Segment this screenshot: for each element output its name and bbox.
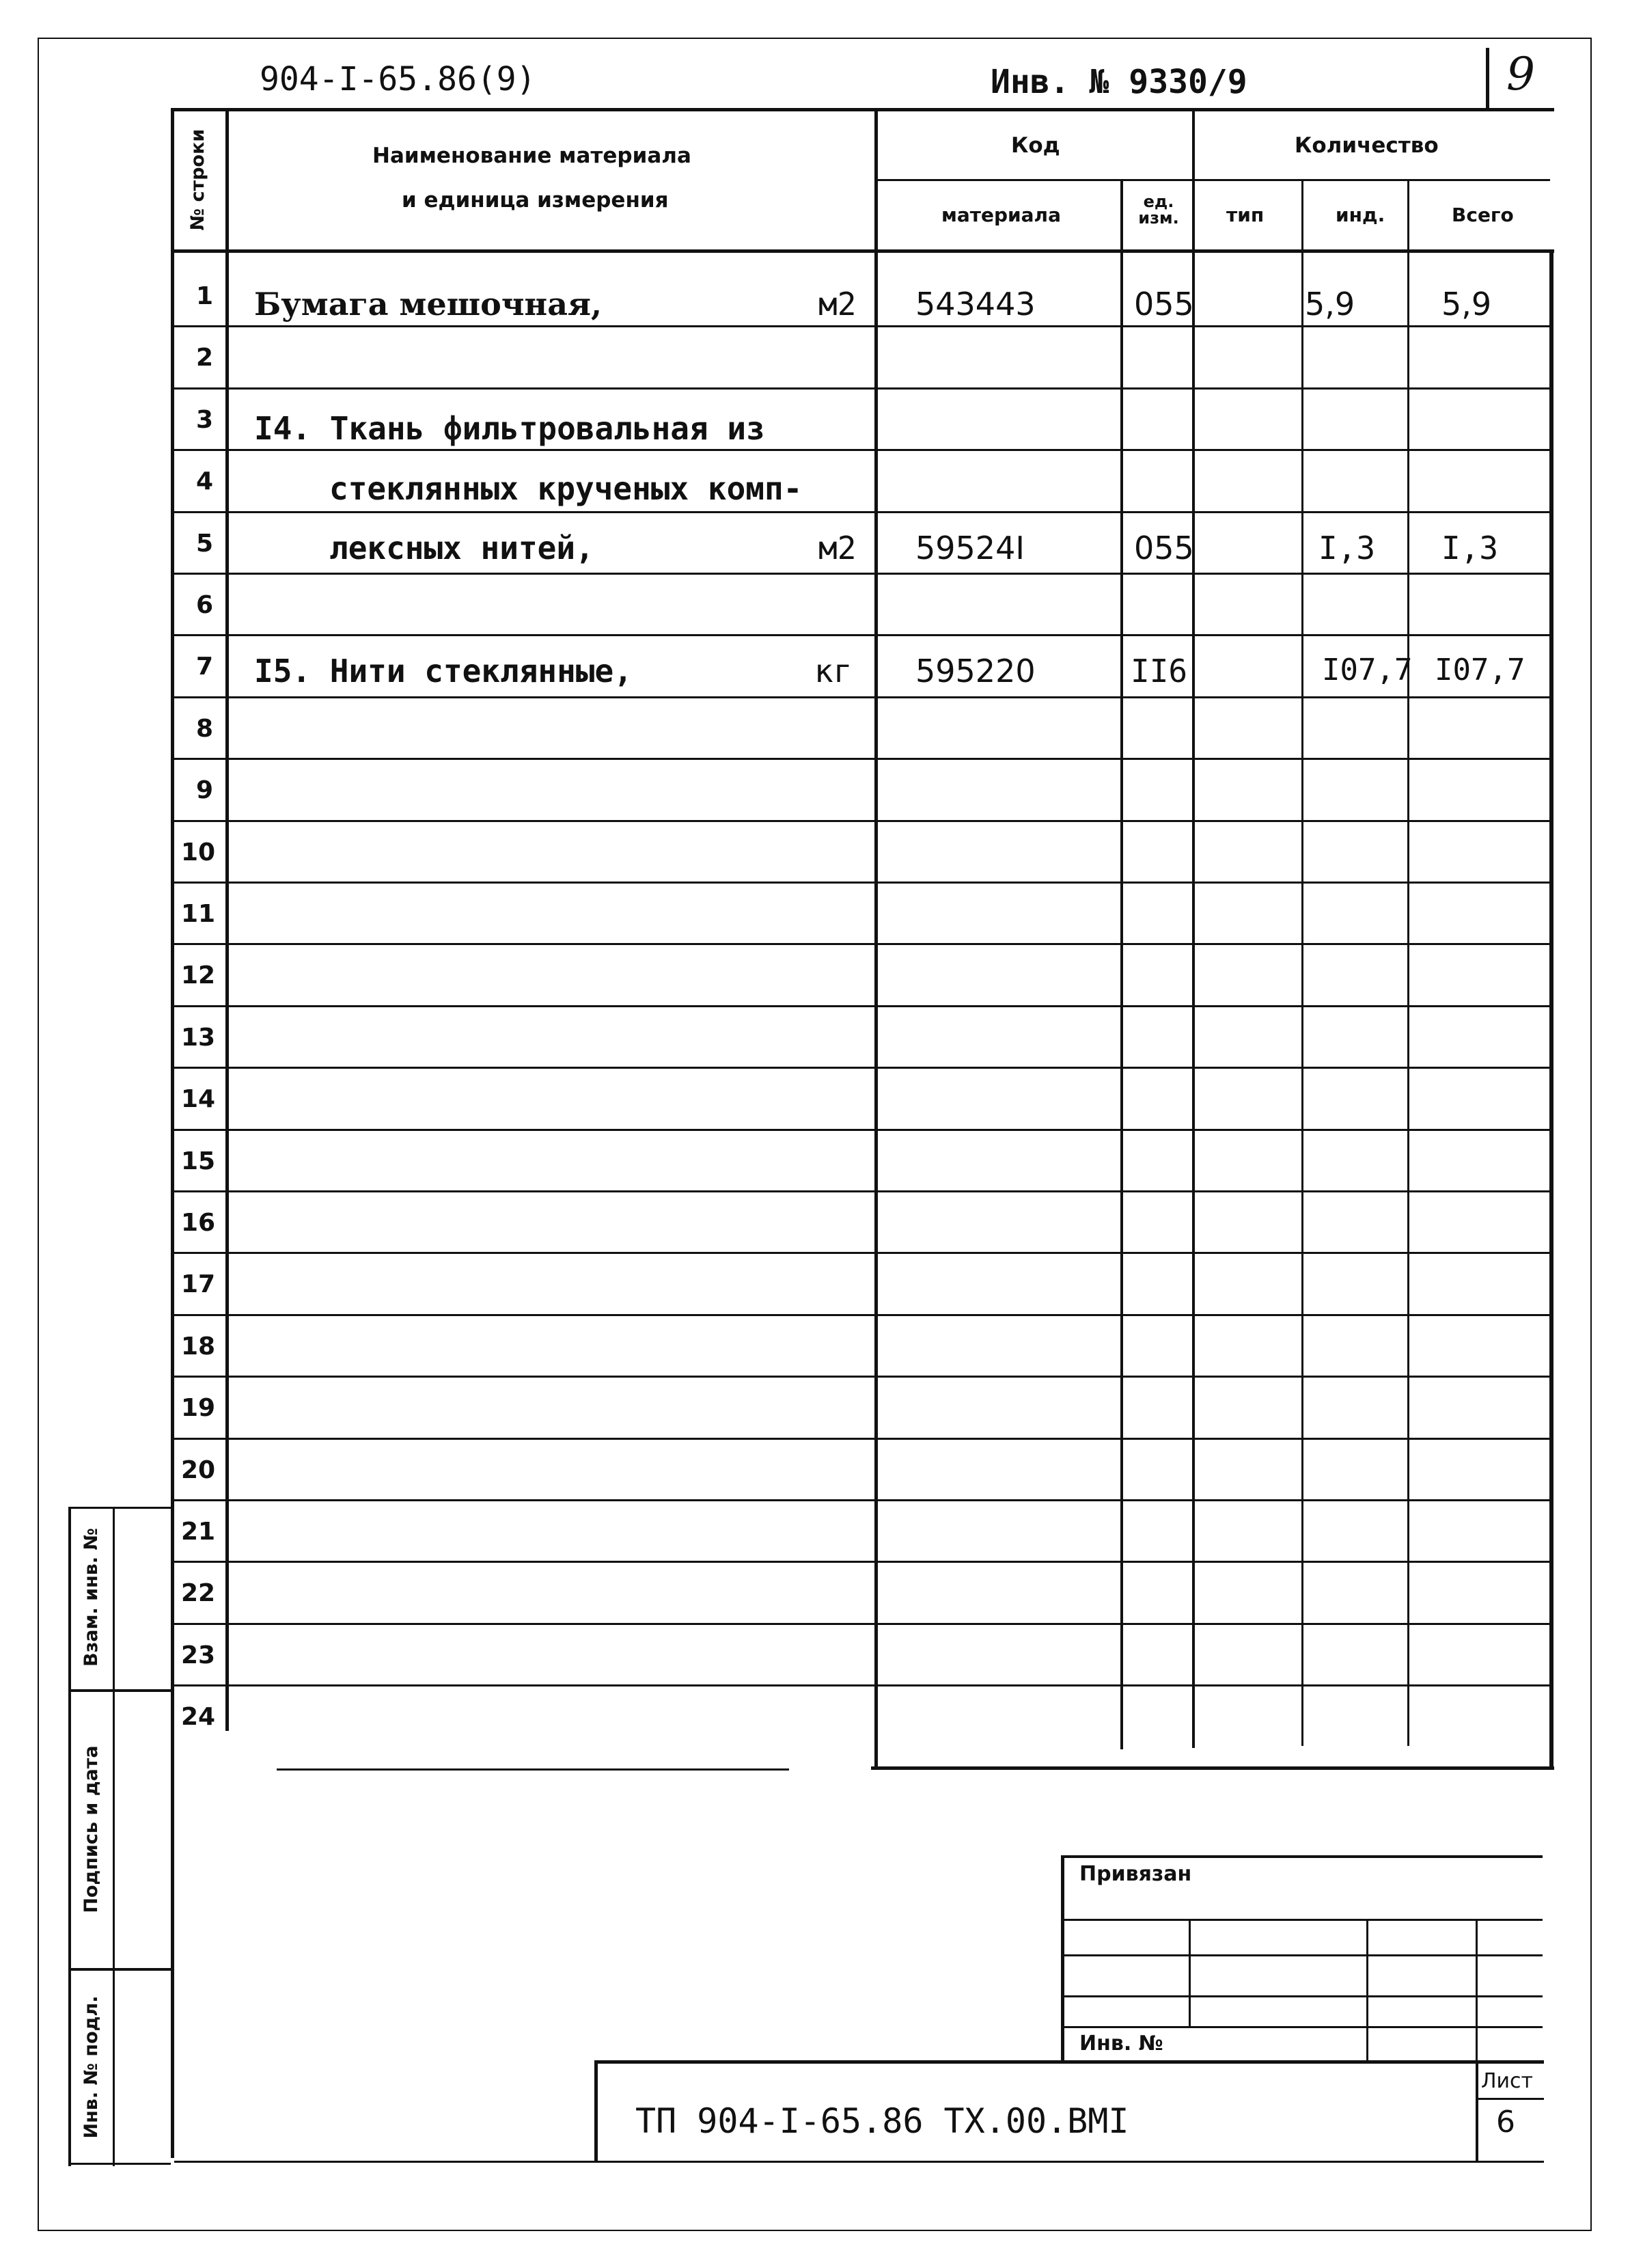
row-line (174, 1376, 1549, 1378)
col-rowno-right (225, 108, 229, 1731)
table-bottom-left (277, 1768, 789, 1771)
row-number: 11 (181, 900, 216, 928)
title-sheet-divider (1476, 2060, 1478, 2163)
row-5-name: лексных нитей, (329, 530, 594, 566)
binding-top (1061, 1855, 1543, 1858)
row-line (174, 1623, 1549, 1625)
frame-top (38, 38, 1592, 39)
stamp-podpis-data: Подпись и дата (81, 1745, 102, 1913)
row-5-unit-code: 055 (1134, 530, 1194, 566)
row-number: 14 (181, 1085, 216, 1114)
row-line (174, 325, 1549, 327)
title-top (594, 2060, 1544, 2064)
table-bottom (871, 1766, 1554, 1770)
header-quantity: Количество (1295, 133, 1439, 158)
row-line (174, 1438, 1549, 1440)
row-line (174, 696, 1549, 698)
row-line (174, 943, 1549, 945)
table-right (1549, 249, 1553, 1770)
stamp-line-top (68, 1507, 171, 1509)
frame-bottom (38, 2230, 1592, 2231)
row-number: 16 (181, 1209, 216, 1237)
table-top (171, 108, 1554, 111)
row-number: 13 (181, 1023, 216, 1052)
row-5-material-code: 59524I (915, 530, 1025, 566)
row-line (174, 1314, 1549, 1316)
row-number: 24 (181, 1703, 216, 1732)
binding-row-1 (1064, 1919, 1543, 1921)
row-7-material-code: 595220 (915, 653, 1036, 689)
title-sheet-number: 6 (1496, 2105, 1515, 2140)
header-qty-ind: инд. (1336, 204, 1385, 226)
row-line (174, 634, 1549, 636)
row-number: 1 (196, 282, 214, 310)
title-bottom (174, 2161, 1544, 2163)
header-qty-total: Всего (1452, 204, 1514, 226)
table-header-bottom (171, 249, 1554, 253)
row-1-unit-code: 055 (1134, 286, 1194, 323)
row-7-name: I5. Нити стеклянные, (254, 653, 633, 689)
row-number: 23 (181, 1641, 216, 1669)
row-5-ind: I,3 (1318, 530, 1376, 566)
row-number: 15 (181, 1147, 216, 1175)
row-4-name: стеклянных крученых комп- (329, 470, 803, 507)
title-left (594, 2060, 598, 2163)
row-line (174, 387, 1549, 390)
row-line (174, 449, 1549, 451)
stamp-vzam-inv: Взам. инв. № (81, 1527, 102, 1667)
row-number: 10 (181, 838, 216, 866)
row-line (174, 573, 1549, 575)
row-1-material-code: 543443 (915, 286, 1036, 323)
binding-row-2 (1064, 1954, 1543, 1956)
row-7-total: I07,7 (1435, 653, 1525, 687)
row-number: 2 (196, 344, 214, 372)
row-line (174, 1129, 1549, 1131)
row-line (174, 1067, 1549, 1069)
frame-right (1590, 38, 1592, 2231)
row-number: 19 (181, 1394, 216, 1423)
frame-left (38, 38, 39, 2231)
header-code-material: материала (941, 204, 1061, 226)
binding-left (1061, 1855, 1064, 2060)
page-mark: 9 (1506, 48, 1535, 100)
binding-col-2 (1366, 1919, 1368, 2062)
row-number: 21 (181, 1518, 216, 1546)
binding-col-1 (1189, 1919, 1191, 2028)
stamp-inner-left (113, 1507, 115, 2166)
binding-col-3 (1476, 1919, 1478, 2062)
row-7-unit-code: II6 (1131, 653, 1188, 689)
row-number: 18 (181, 1332, 216, 1361)
stamp-inv-podl: Инв. № подл. (81, 1995, 102, 2139)
header-name-line1: Наименование материала (372, 144, 691, 168)
row-number: 12 (181, 961, 216, 990)
binding-inv-no: Инв. № (1079, 2032, 1163, 2055)
row-number: 3 (196, 405, 214, 434)
header-name-line2: и единица измерения (402, 188, 669, 213)
header-qty-sub-line (1195, 179, 1550, 181)
row-number: 17 (181, 1270, 216, 1299)
inventory-number: Инв. № 9330/9 (991, 63, 1247, 101)
col-code-mat-right (1120, 181, 1123, 1749)
row-number: 6 (196, 591, 214, 619)
row-number: 22 (181, 1579, 216, 1608)
row-line (174, 1252, 1549, 1254)
row-line (174, 1684, 1549, 1686)
col-name-right (874, 108, 878, 1770)
row-number: 9 (196, 776, 214, 805)
row-line (174, 1190, 1549, 1192)
row-number: 7 (196, 653, 214, 681)
row-5-unit: м2 (818, 530, 857, 566)
binding-row-4 (1064, 2026, 1543, 2028)
row-line (174, 1499, 1549, 1501)
row-7-unit: кг (814, 653, 853, 689)
page-mark-divider (1486, 48, 1489, 109)
row-line (174, 1561, 1549, 1563)
row-line (174, 882, 1549, 884)
stamp-line-1 (68, 1689, 171, 1692)
row-3-name: I4. Ткань фильтровальная из (254, 410, 765, 447)
header-code: Код (1011, 133, 1060, 158)
row-number: 4 (196, 467, 214, 496)
title-sheet-sub-line (1476, 2098, 1544, 2100)
row-number: 5 (196, 529, 214, 558)
row-line (174, 1005, 1549, 1007)
stamp-line-2 (68, 1968, 171, 1971)
stamp-line-bottom (68, 2163, 171, 2165)
binding-row-3 (1064, 1995, 1543, 1997)
binding-label: Привязан (1079, 1862, 1192, 1886)
header-row-number: № строки (187, 128, 208, 231)
row-1-ind: 5,9 (1305, 286, 1355, 323)
row-7-ind: I07,7 (1322, 653, 1413, 687)
row-number: 20 (181, 1456, 216, 1484)
row-5-total: I,3 (1441, 530, 1499, 566)
header-code-sub-line (878, 179, 1192, 181)
doc-code: 904-I-65.86(9) (260, 60, 536, 98)
header-qty-type: тип (1226, 204, 1265, 226)
row-1-name: Бумага мешочная, (254, 286, 603, 323)
row-line (174, 511, 1549, 513)
title-designation: ТП 904-I-65.86 ТХ.00.ВМI (635, 2101, 1129, 2141)
header-code-unit: ед. изм. (1138, 192, 1179, 228)
col-type-right (1301, 181, 1303, 1746)
row-line (174, 820, 1549, 822)
row-1-unit: м2 (818, 286, 857, 323)
row-1-total: 5,9 (1441, 286, 1492, 323)
col-ind-right (1407, 181, 1409, 1746)
row-number: 8 (196, 714, 214, 743)
stamp-outer-left (68, 1507, 71, 2166)
col-code-right (1192, 108, 1195, 1748)
row-line (174, 758, 1549, 760)
title-sheet-label: Лист (1481, 2069, 1534, 2093)
table-left (171, 108, 174, 2158)
